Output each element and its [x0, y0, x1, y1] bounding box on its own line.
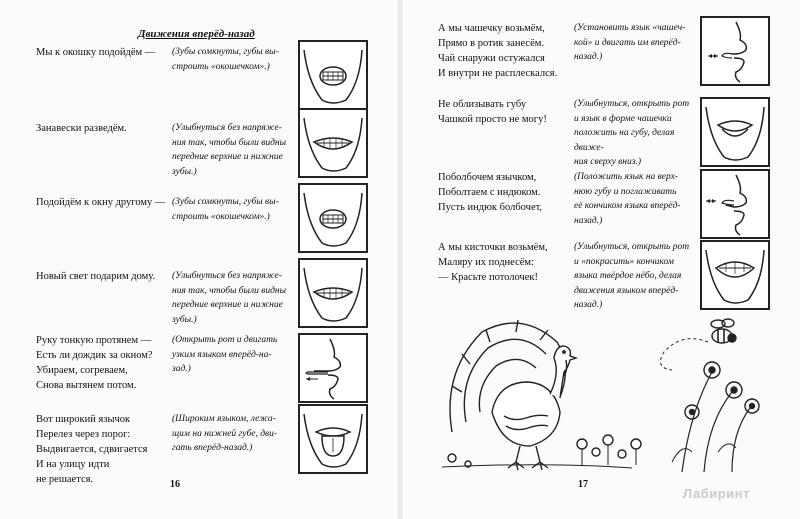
verse-text: Руку тонкую протянем — Есть ли дождик за окном? Убираем, согреваем, Снова вытянем потом. — [36, 335, 153, 391]
turkey-bee-flowers-illustration — [432, 312, 772, 477]
verse-text: Мы к окошку подойдём — — [36, 47, 156, 58]
instruction-note: (Установить язык «чашеч- кой» и двигать им вперёд- назад.) — [574, 23, 686, 62]
verse-text: А мы кисточки возьмём, Маляру их поднесём: — Красьте потолочек! — [438, 242, 548, 283]
window-lips-icon — [298, 183, 368, 253]
instruction-note: (Улыбнуться, открыть рот и язык в форме чашечки положить на губу, делая движе- ния сверху вниз.) — [574, 99, 690, 167]
cup-tongue-profile-icon — [700, 16, 770, 86]
instruction-note: (Зубы сомкнуты, губы вы- строить «окошечком».) — [172, 47, 279, 72]
section-header: Движения вперёд-назад — [138, 28, 255, 40]
verse-text: А мы чашечку возьмём, Прямо в ротик занесём. Чай снаружи остужался И внутри не расплескался. — [438, 23, 558, 79]
verse-text: Вот широкий язычок Перелез через порог: Выдвигается, сдвигается И на улицу идти не решается. — [36, 414, 148, 485]
painter-tongue-icon — [700, 240, 770, 310]
narrow-tongue-profile-icon — [298, 333, 368, 403]
instruction-note: (Зубы сомкнуты, губы вы- строить «окошечком».) — [172, 197, 279, 222]
instruction-note: (Открыть рот и двигать узким языком вперёд-на- зад.) — [172, 335, 278, 374]
instruction-note: (Широким языком, лежа- щим на нижней губе, дви- гать вперёд-назад.) — [172, 414, 278, 453]
smile-teeth-icon — [298, 258, 368, 328]
wide-tongue-icon — [298, 404, 368, 474]
page-number: 16 — [170, 479, 180, 490]
cup-lip-icon — [700, 97, 770, 167]
window-lips-icon — [298, 40, 368, 110]
verse-text: Новый свет подарим дому. — [36, 271, 156, 282]
turkey-tongue-profile-icon — [700, 169, 770, 239]
right-page — [402, 0, 800, 519]
smile-teeth-icon — [298, 108, 368, 178]
instruction-note: (Положить язык на верх- нюю губу и поглаживать её кончиком языка вперёд- назад.) — [574, 172, 681, 226]
page-number: 17 — [578, 479, 588, 490]
watermark-logo: Лабиринт — [683, 486, 750, 501]
instruction-note: (Улыбнуться, открыть рот и «покрасить» кончиком языка твёрдое нёбо, делая движения языком вперёд- назад.) — [574, 242, 690, 310]
left-page — [0, 0, 398, 519]
verse-text: Не облизывать губу Чашкой просто не могу! — [438, 99, 547, 125]
verse-text: Поболбочем язычком, Поболтаем с индюком. Пусть индюк болбочет, — [438, 172, 543, 213]
instruction-note: (Улыбнуться без напряже- ния так, чтобы были видны передние верхние и нижние зубы.) — [172, 123, 287, 177]
instruction-note: (Улыбнуться без напряже- ния так, чтобы были видны передние верхние и нижние зубы.) — [172, 271, 287, 325]
verse-text: Занавески разведём. — [36, 123, 127, 134]
verse-text: Подойдём к окну другому — — [36, 197, 166, 208]
